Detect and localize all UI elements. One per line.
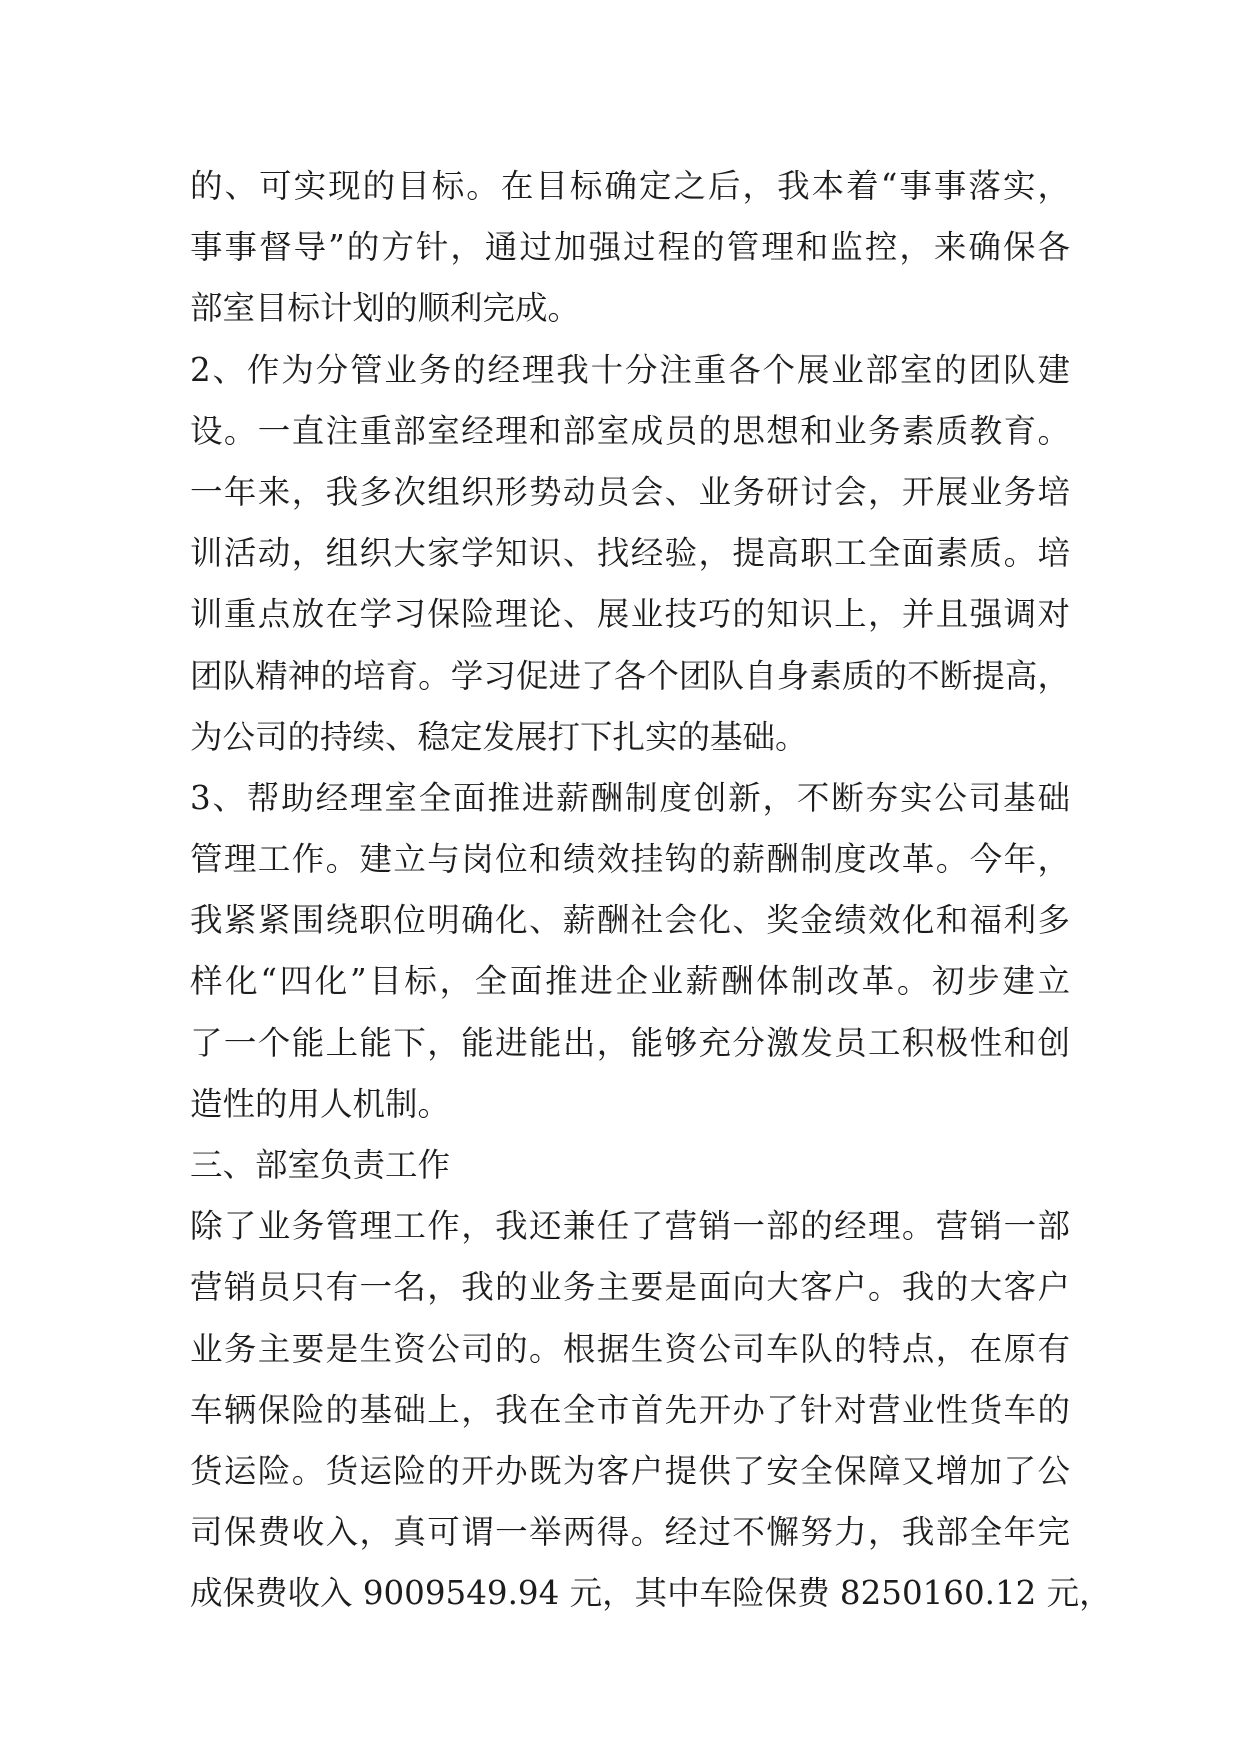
text-line: 业务主要是生资公司的。根据生资公司车队的特点，在原有 bbox=[190, 1329, 1070, 1368]
text-line: 团队精神的培育。学习促进了各个团队自身素质的不断提高， bbox=[190, 656, 1070, 695]
text-line: 除了业务管理工作，我还兼任了营销一部的经理。营销一部 bbox=[190, 1207, 1070, 1246]
text-line: 管理工作。建立与岗位和绩效挂钩的薪酬制度改革。今年， bbox=[190, 840, 1070, 879]
text-line: 了一个能上能下，能进能出，能够充分激发员工积极性和创 bbox=[190, 1023, 1070, 1062]
text-line: 成保费收入 9009549.94 元，其中车险保费 8250160.12 元， bbox=[190, 1574, 1112, 1613]
text-line: 事事督导”的方针，通过加强过程的管理和监控，来确保各 bbox=[190, 228, 1070, 267]
text-line: 一年来，我多次组织形势动员会、业务研讨会，开展业务培 bbox=[190, 472, 1070, 511]
text-line: 车辆保险的基础上，我在全市首先开办了针对营业性货车的 bbox=[190, 1390, 1070, 1429]
text-line: 训重点放在学习保险理论、展业技巧的知识上，并且强调对 bbox=[190, 595, 1070, 634]
text-line: 设。一直注重部室经理和部室成员的思想和业务素质教育。 bbox=[190, 411, 1070, 450]
text-line: 2、作为分管业务的经理我十分注重各个展业部室的团队建 bbox=[190, 350, 1070, 389]
text-line: 营销员只有一名，我的业务主要是面向大客户。我的大客户 bbox=[190, 1268, 1070, 1307]
text-line: 造性的用人机制。 bbox=[190, 1084, 451, 1123]
text-line: 的、可实现的目标。在目标确定之后，我本着“事事落实， bbox=[190, 167, 1070, 205]
text-line: 部室目标计划的顺利完成。 bbox=[190, 289, 581, 328]
text-line: 训活动，组织大家学知识、找经验，提高职工全面素质。培 bbox=[190, 534, 1070, 573]
text-line: 三、部室负责工作 bbox=[190, 1146, 451, 1184]
text-line: 货运险。货运险的开办既为客户提供了安全保障又增加了公 bbox=[190, 1451, 1070, 1490]
document-body bbox=[190, 156, 1112, 1625]
text-line: 3、帮助经理室全面推进薪酬制度创新，不断夯实公司基础 bbox=[190, 778, 1070, 817]
text-line: 为公司的持续、稳定发展打下扎实的基础。 bbox=[190, 717, 808, 756]
text-line: 样化“四化”目标，全面推进企业薪酬体制改革。初步建立 bbox=[190, 962, 1070, 1001]
text-line: 司保费收入，真可谓一举两得。经过不懈努力，我部全年完 bbox=[190, 1513, 1070, 1552]
text-line: 我紧紧围绕职位明确化、薪酬社会化、奖金绩效化和福利多 bbox=[190, 901, 1070, 940]
